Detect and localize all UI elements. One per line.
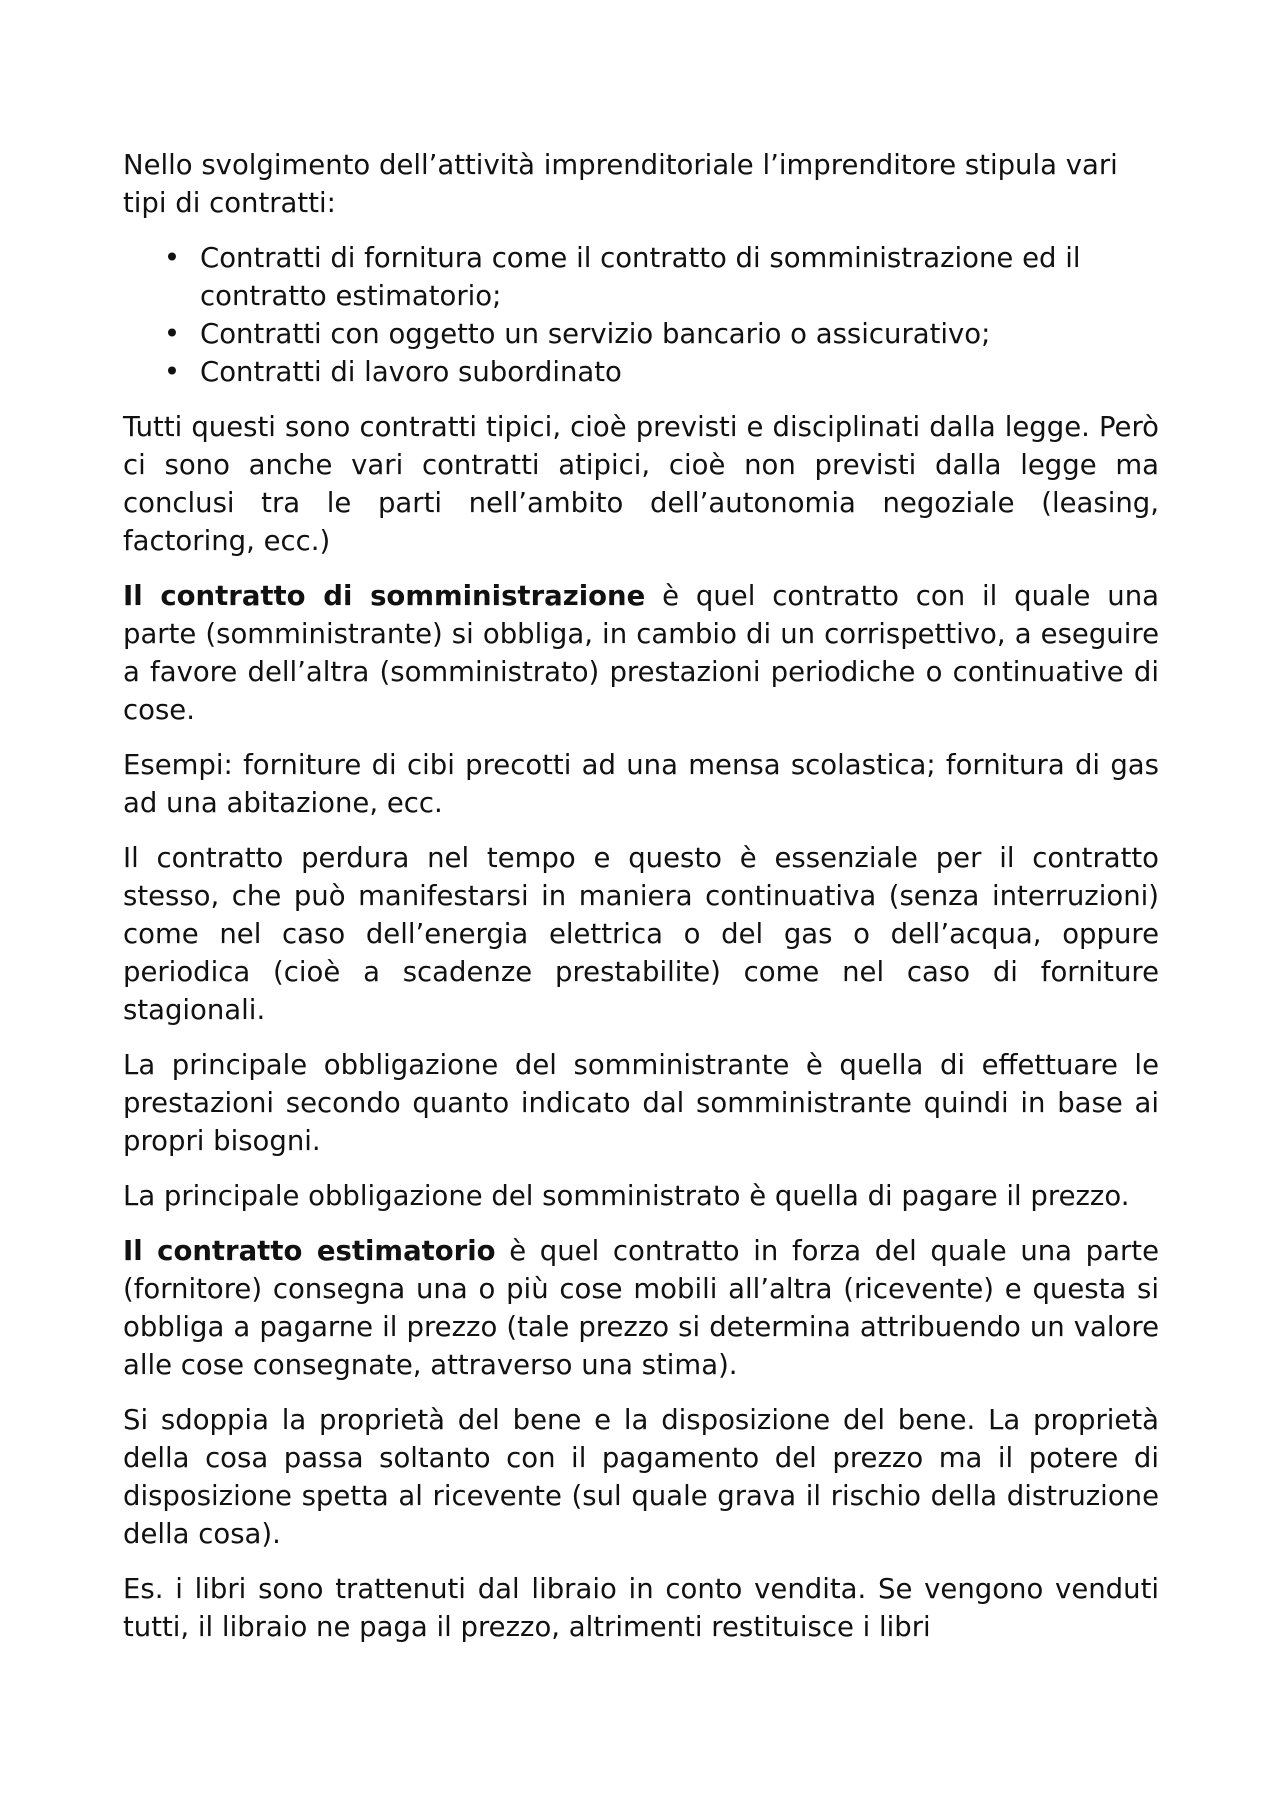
duration-paragraph: Il contratto perdura nel tempo e questo è essenziale per il contratto stesso, che può manifestarsi in maniera continuativa (senza interruzioni) come nel caso dell’energia elettrica o del gas o dell’acqua, oppure periodica (cioè a scadenze prestabilite) come nel caso di forniture stagionali. xyxy=(123,842,1159,1026)
list-item xyxy=(163,315,1159,353)
list-item xyxy=(163,353,1159,391)
somministrazione-term: Il contratto di somministrazione xyxy=(123,580,646,612)
intro-paragraph: Nello svolgimento dell’attività imprenditoriale l’imprenditore stipula vari tipi di contratti: xyxy=(123,149,1118,219)
estimatorio-definition-paragraph xyxy=(123,1232,1159,1384)
contract-types-list xyxy=(123,239,1159,391)
estimatorio-term: Il contratto estimatorio xyxy=(123,1235,496,1267)
somministrato-obligation-paragraph: La principale obbligazione del somministrato è quella di pagare il prezzo. xyxy=(123,1180,1130,1212)
bullet-icon: • xyxy=(163,356,181,388)
somministrazione-definition-text: è quel contratto con il quale una parte (somministrante) si obbliga, in cambio di un corrispettivo, a eseguire a favore dell’altra (somministrato) prestazioni periodiche o continuative di cose. xyxy=(123,580,1160,726)
list-item-text: Contratti con oggetto un servizio bancario o assicurativo; xyxy=(200,318,991,350)
somministrante-obligation-paragraph: La principale obbligazione del somministrante è quella di effettuare le prestazioni secondo quanto indicato dal somministrante quindi in base ai propri bisogni. xyxy=(123,1049,1159,1157)
document-page xyxy=(123,146,1159,1646)
examples-paragraph: Esempi: forniture di cibi precotti ad una mensa scolastica; fornitura di gas ad una abitazione, ecc. xyxy=(123,749,1159,819)
bookseller-example-paragraph: Es. i libri sono trattenuti dal libraio in conto vendita. Se vengono venduti tutti, il libraio ne paga il prezzo, altrimenti restituisce i libri xyxy=(123,1573,1159,1643)
bullet-icon: • xyxy=(163,242,181,274)
ownership-split-paragraph: Si sdoppia la proprietà del bene e la disposizione del bene. La proprietà della cosa passa soltanto con il pagamento del prezzo ma il potere di disposizione spetta al ricevente (sul quale grava il rischio della distruzione della cosa). xyxy=(123,1404,1159,1550)
typical-contracts-paragraph: Tutti questi sono contratti tipici, cioè previsti e disciplinati dalla legge. Però ci sono anche vari contratti atipici, cioè non previsti dalla legge ma conclusi tra le parti nell’ambito dell’autonomia negoziale (leasing, factoring, ecc.) xyxy=(123,411,1159,557)
bullet-icon: • xyxy=(163,318,181,350)
list-item xyxy=(163,239,1159,315)
somministrazione-definition-paragraph xyxy=(123,577,1159,729)
estimatorio-definition-text: è quel contratto in forza del quale una parte (fornitore) consegna una o più cose mobili all’altra (ricevente) e questa si obbliga a pagarne il prezzo (tale prezzo si determina attribuendo un valore alle cose consegnate, attraverso una stima). xyxy=(123,1235,1159,1381)
list-item-text: Contratti di lavoro subordinato xyxy=(200,356,622,388)
list-item-text: Contratti di fornitura come il contratto di somministrazione ed il contratto estimatorio; xyxy=(200,242,1081,312)
